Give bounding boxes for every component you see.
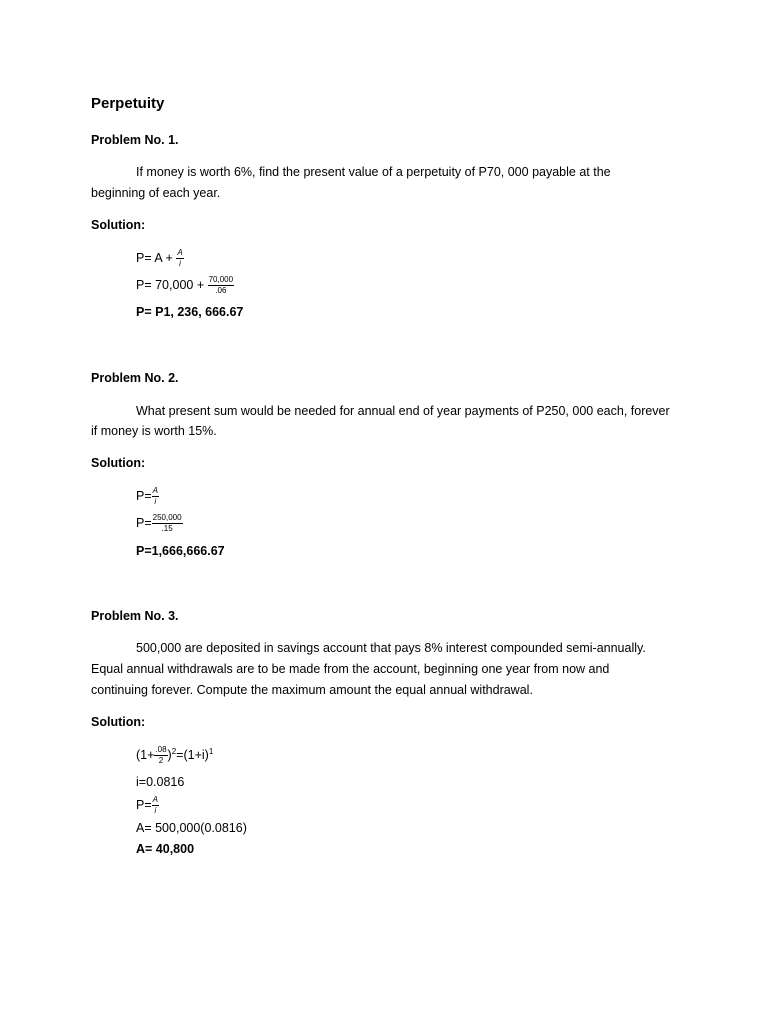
fraction <box>152 796 159 815</box>
fraction-numerator: A <box>177 248 183 257</box>
problem-2-solution-label: Solution: <box>91 456 146 470</box>
exponent: 1 <box>208 746 214 756</box>
problem-2-heading: Problem No. 2. <box>91 371 179 385</box>
problem-1-heading: Problem No. 1. <box>91 133 179 147</box>
problem-3-equation-1 <box>136 746 213 765</box>
page-title: Perpetuity <box>91 95 165 112</box>
fraction-denominator: i <box>154 806 157 815</box>
equation-rhs: =(1+i) <box>176 747 209 762</box>
fraction-denominator: .06 <box>215 286 227 295</box>
problem-1-solution-label: Solution: <box>91 218 146 232</box>
problem-3-equation-4: A= 500,000(0.0816) <box>136 821 247 835</box>
equation-lhs: P= A + <box>136 250 173 265</box>
problem-1-result: P= P1, 236, 666.67 <box>136 305 244 319</box>
equation-lhs: P= <box>136 515 152 530</box>
fraction-numerator: A <box>152 486 158 495</box>
problem-1-text-line-2: beginning of each year. <box>91 186 221 200</box>
fraction-numerator: A <box>152 795 158 804</box>
fraction <box>152 514 183 533</box>
problem-3-result: A= 40,800 <box>136 842 195 856</box>
problem-2-text-line-2: if money is worth 15%. <box>91 424 217 438</box>
problem-3-text-line-2: Equal annual withdrawals are to be made from the account, beginning one year from now and <box>91 662 610 676</box>
fraction-denominator: 2 <box>158 756 164 765</box>
problem-1-equation-2 <box>136 276 234 295</box>
fraction-numerator: 250,000 <box>152 513 182 522</box>
problem-3-text-line-1: 500,000 are deposited in savings account that pays 8% interest compounded semi-annually. <box>136 641 646 655</box>
fraction <box>208 276 234 295</box>
problem-3-solution-label: Solution: <box>91 715 146 729</box>
fraction <box>176 249 183 268</box>
problem-2-equation-1 <box>136 487 159 506</box>
problem-3-equation-2: i=0.0816 <box>136 775 185 789</box>
fraction <box>154 746 167 765</box>
problem-2-equation-2 <box>136 514 183 533</box>
problem-1-text-line-1: If money is worth 6%, find the present value of a perpetuity of P70, 000 payable at the <box>136 165 611 179</box>
fraction-numerator: 70,000 <box>208 275 234 284</box>
problem-2-result: P=1,666,666.67 <box>136 544 225 558</box>
problem-1-equation-1 <box>136 249 184 268</box>
fraction-denominator: .15 <box>161 524 173 533</box>
equation-lhs: P= 70,000 + <box>136 277 205 292</box>
fraction-denominator: i <box>179 259 181 268</box>
fraction <box>152 487 159 506</box>
equation-close: ) <box>167 747 172 762</box>
equation-lhs: P= <box>136 488 152 503</box>
equation-open: (1+ <box>136 747 155 762</box>
problem-3-text-line-3: continuing forever. Compute the maximum amount the equal annual withdrawal. <box>91 683 533 697</box>
problem-3-equation-3 <box>136 796 159 815</box>
fraction-numerator: .08 <box>155 745 167 754</box>
fraction-denominator: i <box>154 497 157 506</box>
equation-lhs: P= <box>136 797 152 812</box>
problem-3-heading: Problem No. 3. <box>91 609 179 623</box>
problem-2-text-line-1: What present sum would be needed for annual end of year payments of P250, 000 each, forever <box>136 404 670 418</box>
exponent: 2 <box>171 746 177 756</box>
